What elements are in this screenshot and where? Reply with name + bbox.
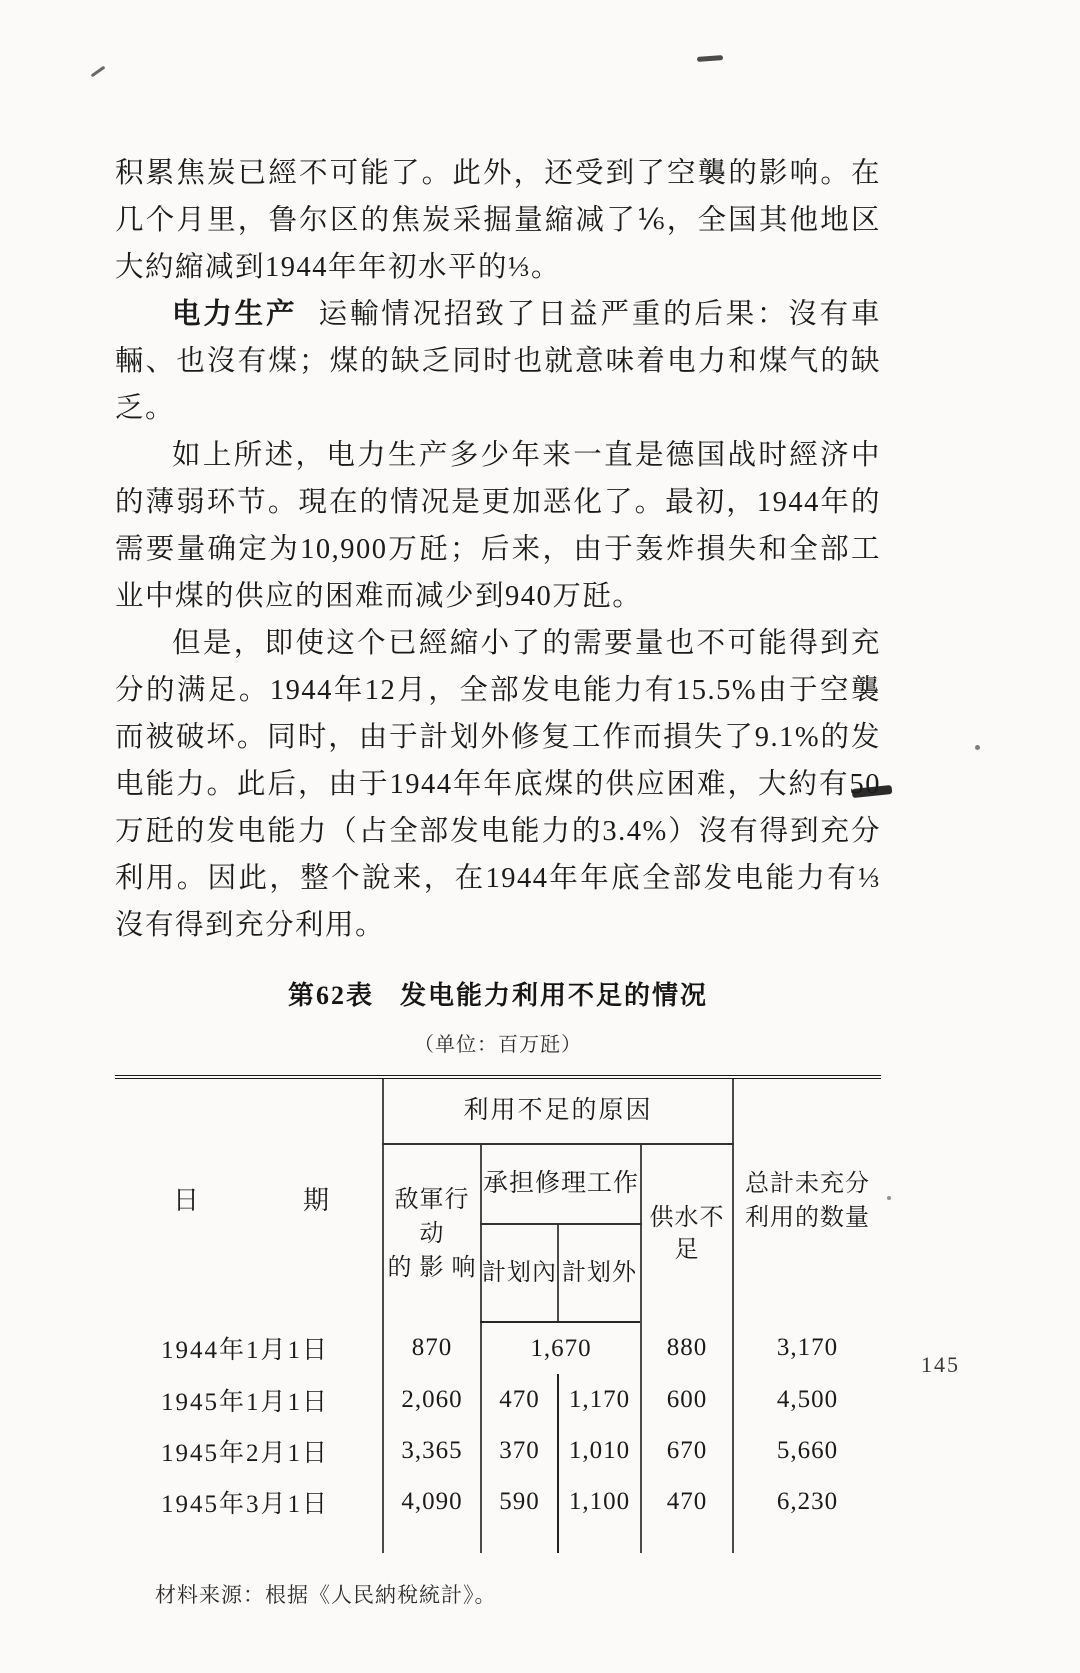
cell-water: 880 <box>641 1322 733 1374</box>
cell-planned: 590 <box>481 1476 558 1553</box>
table-header-row-1 <box>115 1077 881 1144</box>
paragraph-text: 积累焦炭已經不可能了。此外，还受到了空襲的影响。在几个月里，鲁尔区的焦炭采掘量縮减了⅙，全国其他地区大約縮减到1944年年初水平的⅓。 <box>115 158 881 283</box>
header-date <box>115 1077 383 1322</box>
page-content <box>115 150 881 1609</box>
cell-total: 5,660 <box>733 1425 881 1476</box>
table-caption <box>115 975 881 1012</box>
table-unit-note: （单位：百万瓩） <box>414 1034 582 1056</box>
scan-artifact <box>887 1196 891 1200</box>
source-note: 材料来源：根据《人民納稅統計》。 <box>155 1583 497 1607</box>
data-table <box>115 1075 881 1553</box>
section-lead-label: 电力生产 <box>172 299 298 330</box>
cell-date: 1944年1月1日 <box>161 1337 330 1364</box>
page-number: 145 <box>921 1352 960 1377</box>
header-date-char: 期 <box>302 1185 330 1215</box>
scan-artifact <box>975 745 980 750</box>
cell-planned: 470 <box>481 1374 558 1425</box>
paragraph-text: 如上所述，电力生产多少年来一直是德国战时經济中的薄弱环节。現在的情况是更加恶化了。最初，1944年的需要量确定为10,900万瓩；后来，由于轰炸損失和全部工业中煤的供应的困难而减少到940万瓩。 <box>115 440 881 612</box>
header-water-shortage: 供水不足 <box>641 1144 733 1322</box>
table-row <box>115 1374 881 1425</box>
cell-water: 670 <box>641 1425 733 1476</box>
cell-total: 4,500 <box>733 1374 881 1425</box>
header-date-char: 日 <box>173 1185 201 1215</box>
header-cause-group: 利用不足的原因 <box>383 1077 733 1144</box>
header-enemy-action <box>383 1144 481 1322</box>
cell-date: 1945年3月1日 <box>161 1490 330 1518</box>
table-row <box>115 1425 881 1476</box>
cell-unplanned: 1,170 <box>558 1374 641 1425</box>
cell-water: 600 <box>641 1374 733 1425</box>
paragraph-electricity-lead <box>115 291 881 432</box>
header-repair-group: 承担修理工作 <box>481 1144 641 1224</box>
header-planned: 計划內 <box>481 1224 558 1322</box>
header-total-line1: 总計未充分 <box>745 1170 871 1197</box>
cell-enemy: 2,060 <box>383 1374 481 1425</box>
header-enemy-line1: 敌軍行动 <box>394 1186 470 1247</box>
header-total-line2: 利用的数量 <box>745 1204 871 1231</box>
cell-enemy: 4,090 <box>383 1476 481 1553</box>
cell-unplanned: 1,010 <box>558 1425 641 1476</box>
header-unplanned: 計划外 <box>558 1224 641 1322</box>
paragraph-coal <box>115 150 881 291</box>
cell-total: 3,170 <box>733 1322 881 1374</box>
cell-enemy: 870 <box>383 1322 481 1374</box>
cell-unplanned: 1,100 <box>558 1476 641 1553</box>
header-enemy-line2: 的 影 响 <box>387 1254 477 1281</box>
paragraph-text: 运輸情况招致了日益严重的后果：沒有車輛、也沒有煤；煤的缺乏同时也就意味着电力和煤气的缺乏。 <box>115 299 881 424</box>
table-title: 发电能力利用不足的情况 <box>400 981 709 1010</box>
paragraph-underutilization <box>115 620 881 949</box>
cell-planned: 370 <box>481 1425 558 1476</box>
cell-water: 470 <box>641 1476 733 1553</box>
cell-date: 1945年1月1日 <box>161 1388 330 1416</box>
paragraph-text: 但是，即使这个已經縮小了的需要量也不可能得到充分的满足。1944年12月，全部发电能力有15.5%由于空襲而被破坏。同时，由于計划外修复工作而損失了9.1%的发电能力。此后，由于1944年年底煤的供应困难，大約有50万瓩的发电能力（占全部发电能力的3.4%）沒有得到充分利用。因此，整个說来，在1944年年底全部发电能力有⅓沒有得到充分利用。 <box>115 628 881 941</box>
cell-repair-merged: 1,670 <box>481 1322 641 1374</box>
table-row <box>115 1476 881 1553</box>
table-row <box>115 1322 881 1374</box>
paragraph-demand <box>115 432 881 620</box>
table-number: 第62表 <box>287 981 374 1010</box>
cell-date: 1945年2月1日 <box>161 1439 330 1467</box>
cell-total: 6,230 <box>733 1476 881 1553</box>
cell-enemy: 3,365 <box>383 1425 481 1476</box>
scan-artifact <box>91 66 106 78</box>
header-total <box>733 1077 881 1322</box>
scan-artifact <box>697 55 723 62</box>
